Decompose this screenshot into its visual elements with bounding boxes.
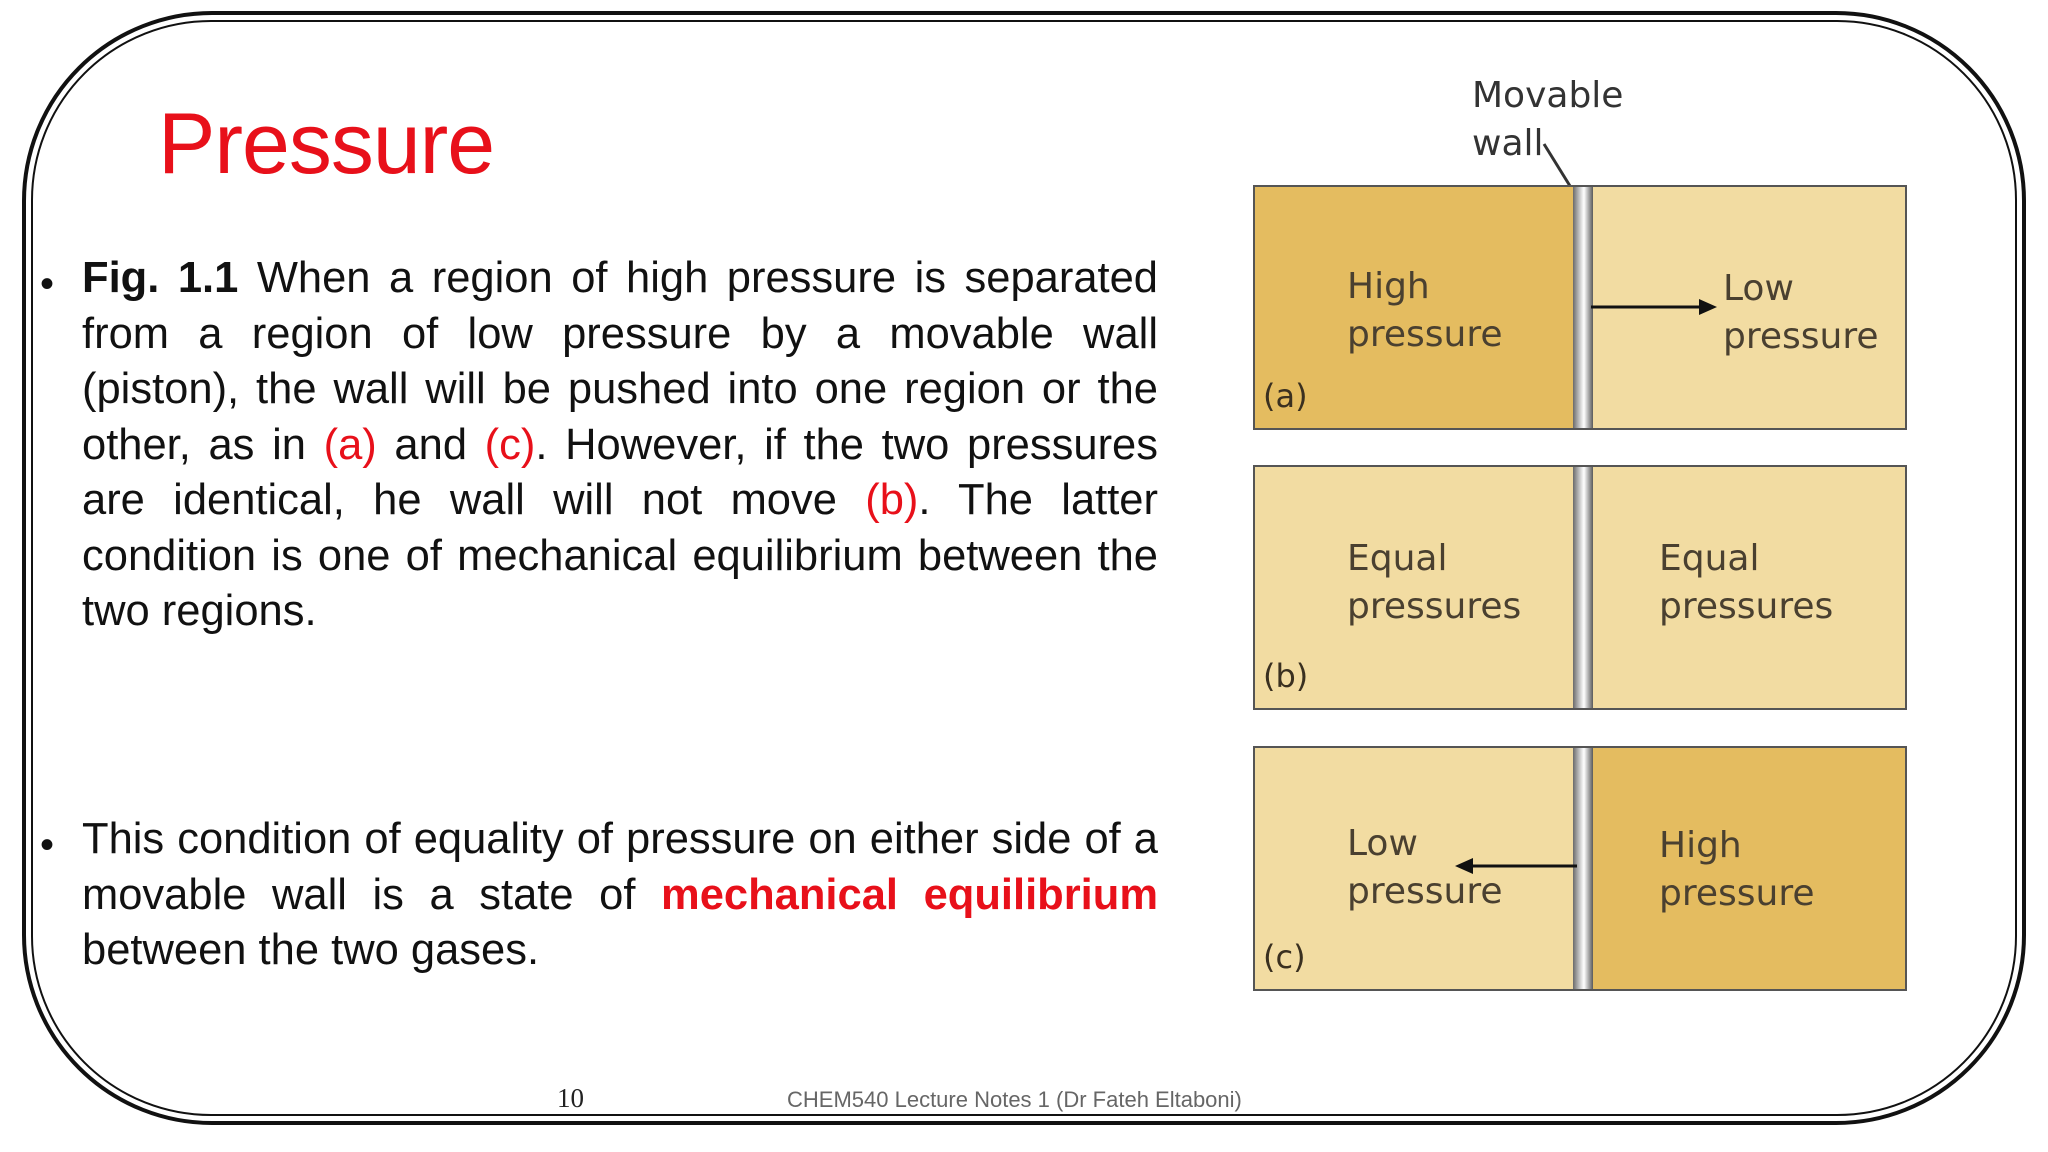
- arrow-left-icon: [1451, 854, 1581, 878]
- wall-pointer-line: [1540, 140, 1580, 190]
- bullet-marker-2: •: [40, 823, 55, 867]
- panel-b-right-label: Equal pressures: [1659, 538, 1834, 627]
- ref-b: (b): [865, 476, 919, 524]
- highlight-mechanical: mechanical: [661, 870, 898, 919]
- footer-course-text: CHEM540 Lecture Notes 1 (Dr Fateh Eltaboni): [787, 1087, 1242, 1112]
- panel-b-tag: (b): [1263, 657, 1309, 695]
- highlight-equilibrium: equilibrium: [923, 870, 1158, 919]
- panel-b-left-label: Equal pressures: [1347, 538, 1522, 627]
- movable-wall-label: Movable wall: [1472, 75, 1624, 164]
- bullet-paragraph-1: Fig. 1.1 When a region of high pressure is separated from a region of low pressure by a movable wall (piston), the wall will be pushed into one region or the other, as in (a) and (c). However, if the two pressures are identical, he wall will not move (b). The latter condition is one of mechanical equilibrium between the two regions.: [82, 254, 1158, 635]
- movable-wall: [1573, 467, 1593, 708]
- bullet-marker-1: •: [40, 262, 55, 306]
- bullet-paragraph-2: This condition of equality of pressure on either side of a movable wall is a state of mechanical equilibrium between the two gases.: [82, 815, 1158, 974]
- slide-title: Pressure: [158, 96, 495, 192]
- panel-a-right-label: Low pressure: [1723, 268, 1879, 357]
- page-number: 10: [557, 1083, 584, 1113]
- ref-a: (a): [323, 420, 377, 469]
- panel-a-tag: (a): [1263, 377, 1308, 415]
- panel-b: [1253, 465, 1907, 710]
- panel-c-tag: (c): [1263, 938, 1306, 976]
- arrow-right-icon: [1585, 295, 1721, 319]
- panel-a: [1253, 185, 1907, 430]
- ref-c: (c): [484, 420, 536, 469]
- panel-c: [1253, 746, 1907, 991]
- panel-c-left-label: Low pressure: [1347, 823, 1503, 912]
- panel-a-left-label: High pressure: [1347, 266, 1503, 355]
- panel-c-right-label: High pressure: [1659, 825, 1815, 914]
- figure-reference: Fig. 1.1: [82, 254, 239, 302]
